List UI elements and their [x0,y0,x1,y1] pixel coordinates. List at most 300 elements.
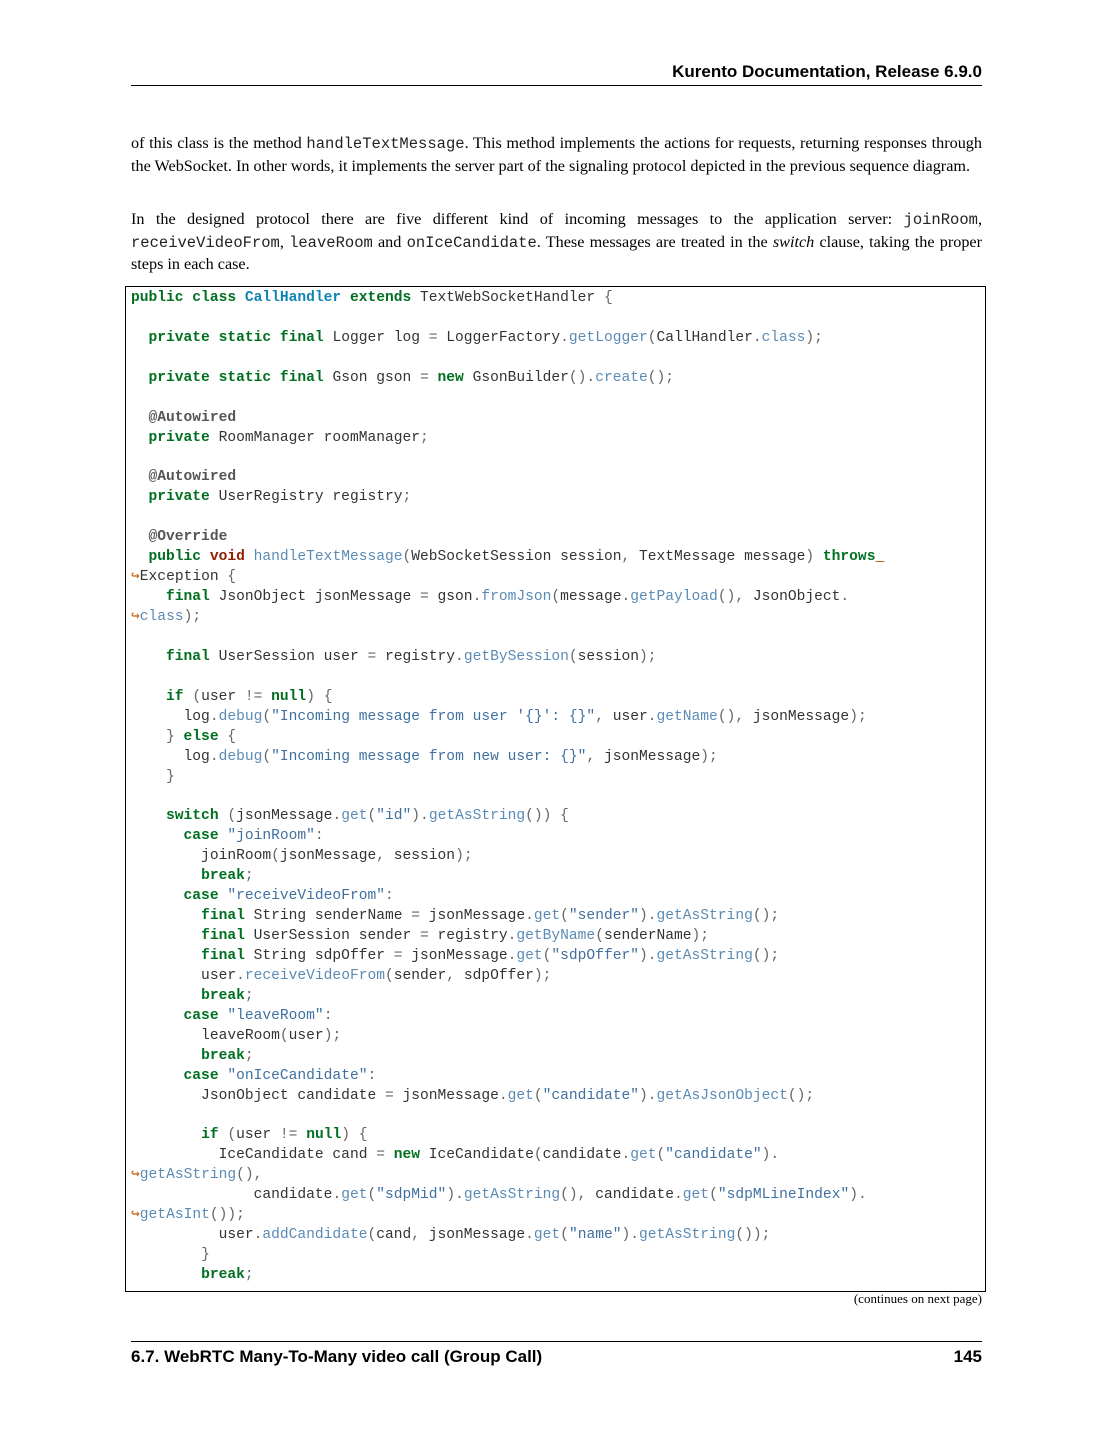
code-token: "id" [376,808,412,825]
code-line [131,1007,884,1027]
code-line [131,429,884,449]
code-token: , [376,848,394,865]
code-token: . [525,1227,534,1244]
code-token: ()) { [525,808,569,825]
text: , [977,210,982,228]
code-token: ). [761,1147,780,1164]
code-token: jsonMessage [428,1227,526,1244]
code-token: . [621,589,631,606]
code-token: (). [568,369,596,386]
code-token: : [323,1007,333,1024]
code-token: != [244,688,272,705]
code-line [131,1027,884,1047]
code-token: IceCandidate cand [131,1147,377,1164]
code-token: getName [656,708,718,725]
code-token: ( [262,708,272,725]
code-token: , [446,967,464,984]
code-token: user [236,1127,280,1144]
code-token [131,888,184,904]
code-line [131,907,884,927]
code-token: "Incoming message from user '{}': {}" [271,708,596,725]
code-token: sender [393,967,447,984]
code-token: ). [638,947,657,964]
code-token [131,729,166,745]
code-line [131,349,884,369]
inline-code: handleTextMessage [306,135,465,153]
code-token: getAsString [428,808,526,825]
code-line [131,967,884,987]
code-token [131,948,201,964]
code-line [131,1166,884,1186]
code-token: private [148,489,219,506]
code-token: void [209,549,254,566]
code-token: IceCandidate [428,1147,534,1164]
code-token: log [131,708,210,725]
code-token: . [674,1187,683,1204]
code-line [131,1047,884,1067]
code-token: WebSocketSession session [411,549,622,566]
code-token: get [516,947,543,964]
code-token: ( [533,1147,543,1164]
code-token: = [376,1147,394,1164]
code-token: CallHandler [656,329,753,346]
code-token: user [131,1227,254,1244]
code-token [131,330,149,346]
code-token: ) { [341,1127,368,1144]
code-token: @Autowired [148,409,237,426]
code-token [131,928,201,944]
code-token: joinRoom [131,848,272,865]
code-token: = [393,947,412,964]
code-token: final [166,589,219,606]
code-token: "sender" [568,908,639,925]
code-token: ( [560,908,569,925]
inline-code: leaveRoom [289,233,373,252]
code-token: case [183,888,228,905]
running-header-title: Kurento Documentation, Release 6.9.0 [672,62,982,81]
code-line [131,1126,884,1146]
code-token: "leaveRoom" [227,1007,324,1024]
text: clause, taking the proper steps in each case. [131,232,983,273]
code-token: ). [638,908,657,925]
code-token [131,988,201,1004]
code-token: UserRegistry registry [218,489,403,506]
code-token: ()); [735,1227,771,1244]
code-token: ( [560,1227,569,1244]
code-token: ) [805,549,823,566]
code-token: ; [244,1266,254,1283]
code-token: "sdpOffer" [551,947,639,964]
code-token: create [595,369,648,386]
code-token: (); [752,908,780,925]
code-token: } [166,728,184,745]
code-token: ); [183,609,202,625]
emphasis: switch [772,232,815,251]
code-token: ; [244,1047,254,1064]
code-line [131,827,884,847]
code-token: handleTextMessage [253,549,403,566]
code-token [131,1068,184,1084]
code-token: receiveVideoFrom [244,967,385,984]
code-token: . [840,589,850,606]
code-token: final [201,947,254,964]
code-token: ( [551,589,561,606]
code-line [131,708,884,728]
code-token: if [166,688,193,705]
code-token: new [437,369,473,386]
code-token: @Override [148,529,228,546]
code-token: = [411,908,429,925]
code-token: null [306,1127,342,1144]
code-token: getByName [516,928,596,944]
inline-code: receiveVideoFrom [131,233,280,252]
code-token: ( [227,1127,237,1144]
code-token: "sdpMLineIndex" [717,1187,850,1204]
code-token: "candidate" [665,1147,762,1164]
code-line [131,309,884,329]
code-line [131,1226,884,1246]
code-line [131,369,884,389]
code-token: . [507,928,517,944]
code-token: . [498,1087,508,1104]
code-token: (), [717,589,753,606]
code-token: class [139,609,184,625]
code-token: . [253,1227,263,1244]
code-token: session [393,848,456,865]
code-token: } [201,1247,210,1263]
code-token: ; [402,489,412,506]
code-token: JsonObject jsonMessage [218,589,421,606]
code-token: ); [638,648,657,665]
code-token: get [507,1087,534,1104]
code-token [131,828,184,844]
code-token [131,868,201,884]
code-token [131,489,149,505]
code-line [131,987,884,1007]
code-token: = [428,329,447,346]
code-token: user [288,1027,324,1044]
code-token: . [472,589,482,606]
code-token: case [183,1067,228,1084]
code-token: senderName [603,928,692,944]
code-token: . [209,708,219,725]
code-token: get [630,1147,657,1164]
code-token: = [384,1087,403,1104]
code-token: . [455,648,464,665]
code-token: ( [227,808,237,825]
code-token: fromJson [481,589,552,606]
code-line [131,668,884,688]
code-token: ); [323,1027,342,1044]
code-token: ( [367,808,377,825]
code-token [131,410,149,426]
code-token [131,1267,201,1283]
code-token: cand [376,1227,412,1244]
code-token: getPayload [630,589,718,606]
code-token: ) { [306,688,333,705]
code-token: ( [279,1027,289,1044]
code-token: : [384,888,394,905]
code-token: else [183,728,228,745]
code-token: ( [533,1087,543,1104]
code-line [131,787,884,807]
code-token: ↪ [131,569,140,586]
code-line [131,1106,884,1126]
code-token: String sdpOffer [253,947,394,964]
code-token: (), [560,1187,596,1204]
code-line [131,1246,884,1266]
code-token: registry [384,648,456,665]
code-token [131,1247,201,1263]
code-token: ); [533,967,552,984]
code-token: ); [849,708,867,725]
code-token [131,1127,201,1143]
code-token: . [332,1187,342,1204]
code-token: ); [691,928,710,944]
code-token: get [533,908,561,925]
code-token: ; [244,868,254,885]
code-token: { [603,290,613,306]
code-token: ( [271,848,280,865]
text: and [372,232,407,251]
code-token: public [148,549,210,566]
code-token: "joinRoom" [227,828,315,845]
footer-rule [131,1341,982,1342]
code-block [131,289,884,1286]
code-token: (), [717,708,753,725]
code-token: = [420,369,438,386]
code-token: "Incoming message from new user: {}" [271,748,587,765]
code-line [131,768,884,788]
code-token: , [411,1227,429,1244]
code-token: } [166,768,175,785]
code-token: jsonMessage [236,808,333,825]
code-line [131,289,884,309]
code-line [131,528,884,548]
code-token: , [586,748,604,765]
code-token: ( [647,329,657,346]
code-token: . [507,947,517,964]
code-line [131,807,884,827]
code-token [875,549,884,565]
code-token: CallHandler [244,290,342,306]
code-token: switch [166,808,228,825]
code-token: break [201,1266,245,1283]
code-token: get [682,1187,710,1204]
code-token: ↪ [131,609,140,625]
code-token: . [236,967,245,984]
code-token: "sdpMid" [376,1187,447,1204]
code-token: = [420,589,438,606]
code-line [131,1186,884,1206]
code-token: new [393,1147,429,1164]
code-token: getAsString [139,1167,237,1184]
code-token: != [279,1127,307,1144]
text: . These messages are treated in the [536,232,773,251]
code-token: get [341,808,368,825]
code-token: LoggerFactory [446,329,561,346]
code-token: debug [218,708,263,725]
code-token: user [612,708,648,725]
code-token: . [621,1147,631,1164]
code-token: . [332,808,342,825]
code-token: break [201,987,245,1004]
code-token: Logger log [332,329,429,346]
code-token: JsonObject [752,589,841,606]
paragraph-message-types [131,209,982,276]
code-token: "onIceCandidate" [227,1067,368,1084]
code-token: extends [341,290,421,306]
code-token: ). [621,1227,639,1244]
code-token: ( [384,967,394,984]
code-token: session [577,648,639,665]
code-token: private static final [148,329,333,346]
code-token: message [560,589,622,606]
inline-code: onIceCandidate [406,233,537,252]
code-token: ↪ [131,1207,140,1224]
code-token: = [367,648,385,665]
code-token: getLogger [568,329,648,346]
code-line [131,728,884,748]
code-token: ); [700,748,718,765]
code-token: RoomManager roomManager [218,429,421,446]
code-token: JsonObject candidate [131,1087,385,1104]
code-line [131,568,884,588]
code-line [131,1266,884,1286]
code-token [131,1048,201,1064]
code-token: . [560,329,569,346]
code-token [131,649,166,665]
code-token: if [201,1127,228,1144]
code-token: : [314,828,324,845]
code-line [131,648,884,668]
code-token: get [533,1227,561,1244]
code-token: : [367,1067,377,1084]
code-token: ( [656,1147,666,1164]
code-token: final [201,928,254,944]
code-token: case [183,1007,228,1024]
code-token: getAsString [656,947,753,964]
code-line [131,389,884,409]
code-line [131,947,884,967]
code-token: . [752,329,762,346]
code-token: case [183,828,228,845]
code-line [131,887,884,907]
code-token: TextWebSocketHandler [420,290,604,306]
code-token: ↪ [131,1167,140,1184]
code-token: private [148,429,219,446]
code-line [131,608,884,628]
code-token: { [227,569,237,586]
text: , [279,232,290,251]
code-token: jsonMessage [411,947,508,964]
code-token: = [420,928,438,944]
code-token: jsonMessage [402,1087,499,1104]
code-token: GsonBuilder [472,369,569,386]
code-token: user [201,688,245,705]
page-number: 145 [953,1347,982,1366]
code-token: candidate [542,1147,622,1164]
code-token: , [595,708,613,725]
code-line [131,867,884,887]
code-token: . [647,708,657,725]
code-line [131,1146,884,1166]
code-token: Gson gson [332,369,421,386]
code-token: UserSession sender [253,928,421,944]
code-token: ( [709,1187,718,1204]
code-token: ). [411,808,429,825]
code-token [131,370,149,386]
code-token: getAsString [639,1227,736,1244]
code-token: . [525,908,534,925]
code-token [131,808,166,824]
code-token: ( [542,947,552,964]
code-token: jsonMessage [428,908,526,925]
code-token: sdpOffer [463,967,534,984]
code-token: candidate [595,1187,675,1204]
code-token: user [131,967,237,984]
code-token: null [271,688,307,705]
inline-code: joinRoom [903,211,978,229]
code-line [131,329,884,349]
code-token: ( [367,1227,377,1244]
code-token: "candidate" [542,1087,639,1104]
code-token: jsonMessage [603,748,701,765]
code-token: jsonMessage [279,848,377,865]
code-token: (); [647,369,675,386]
code-token [131,430,149,446]
code-token: leaveRoom [131,1027,280,1044]
code-line [131,488,884,508]
code-token [131,769,166,785]
code-line [131,409,884,429]
code-token: ()); [209,1207,245,1224]
code-line [131,588,884,608]
code-token: candidate [131,1187,333,1204]
code-token: getAsString [656,908,753,925]
code-line [131,748,884,768]
text: of this class is the method [131,134,307,152]
code-token: getAsJsonObject [656,1087,788,1104]
code-token [131,469,149,485]
code-line [131,548,884,568]
code-token: ). [639,1087,657,1104]
code-token: Exception [139,569,228,586]
code-line [131,468,884,488]
code-line [131,449,884,469]
code-token: getBySession [463,648,569,665]
code-token: gson [437,589,473,606]
code-token: final [201,908,254,925]
code-token: class [761,329,806,346]
code-token: break [201,868,245,885]
code-token: @Autowired [148,469,237,486]
code-line [131,508,884,528]
code-line [131,1067,884,1087]
paragraph-handle-text-message [131,133,982,177]
code-token: throws [822,549,876,566]
code-token: jsonMessage [752,708,850,725]
code-line [131,1087,884,1107]
continues-note: (continues on next page) [853,1291,982,1306]
code-line [131,688,884,708]
code-token [131,908,201,924]
code-token [131,549,149,565]
code-token: { [227,728,237,745]
text: In the designed protocol there are five different kind of incoming messages to the application server: [131,210,904,228]
code-token: log [131,748,210,765]
code-token: final [166,648,219,665]
